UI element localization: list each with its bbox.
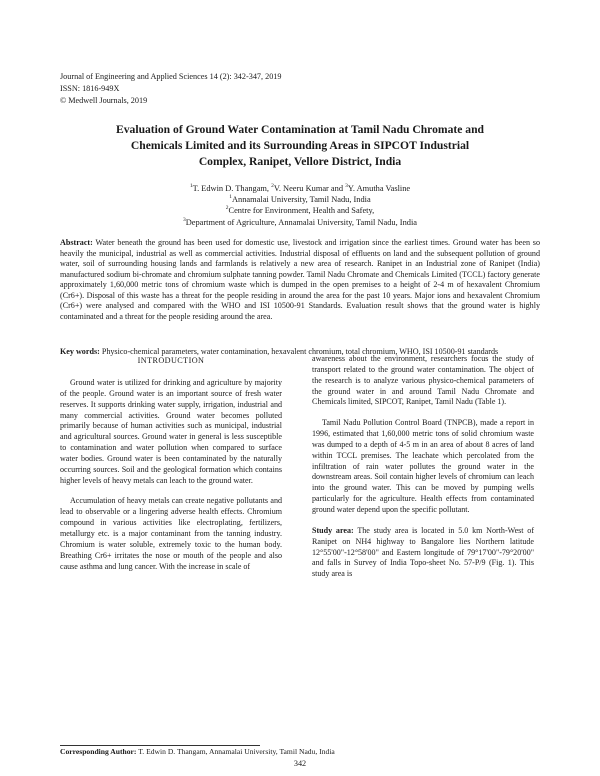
journal-issn: ISSN: 1816-949X bbox=[60, 83, 120, 93]
author-2-superscript: 2 bbox=[271, 183, 274, 190]
keywords-label: Key words: bbox=[60, 347, 100, 356]
author-1: T. Edwin D. Thangam, bbox=[192, 184, 272, 193]
keywords-text: Physico-chemical parameters, water contamination, hexavalent chromium, total chromium, WHO, ISI 10500-91 standards bbox=[101, 347, 499, 356]
affiliation-2-text: Centre for Environment, Health and Safety, bbox=[228, 206, 375, 216]
study-area-text: The study area is located in 5.0 km North-West of Ranipet on NH4 highway to Bangalore lies Northern latitude 12°55'00"-12°58'00" and Eastern longitude of 79°17'00"-79°20'00" and falls in Survey of India Topo-sheet No. 57-P/9 (Fig. 1). This study area is bbox=[312, 525, 534, 579]
corresponding-author-label: Corresponding Author: bbox=[60, 747, 137, 756]
journal-copyright: © Medwell Journals, 2019 bbox=[60, 95, 148, 105]
title-line-3: Complex, Ranipet, Vellore District, India bbox=[198, 155, 402, 168]
page-number: 342 bbox=[293, 759, 307, 768]
intro-paragraph-4: Tamil Nadu Pollution Control Board (TNPCB), made a report in 1996, estimated that 1,60,000 metric tons of solid chromium waste was dumped to a depth of 4-5 m in an area of about 8 acres of land within TCCL premises. The leachate which percolated from the infiltration of rain water pollutes the ground water in the downstream areas. Soil contain higher levels of chromium can leach into the ground water. This can be moved by pumping wells particularly for the agriculture. Health effects from contaminated ground water depend upon the specific pollutant. bbox=[312, 418, 534, 514]
corresponding-author bbox=[60, 747, 540, 757]
affiliation-2 bbox=[120, 205, 480, 216]
abstract bbox=[60, 238, 540, 322]
affiliation-1-superscript: 1 bbox=[229, 194, 232, 201]
affiliation-2-superscript: 2 bbox=[225, 205, 229, 212]
affiliation-3-text: Department of Agriculture, Annamalai University, Tamil Nadu, India bbox=[185, 217, 418, 227]
author-names bbox=[120, 183, 480, 194]
journal-header bbox=[60, 71, 380, 106]
study-area-paragraph bbox=[312, 526, 534, 580]
introduction-heading-wrap bbox=[60, 356, 282, 375]
right-column bbox=[312, 354, 534, 590]
author-2: V. Neeru Kumar and bbox=[273, 184, 346, 193]
paper-title bbox=[80, 122, 520, 170]
left-column bbox=[60, 378, 282, 582]
intro-paragraph-2: Accumulation of heavy metals can create negative pollutants and lead to observable or a lingering adverse health effects. Chromium compound in various activities like electroplating, fertilizers, metallurgy etc. is a major contaminant from the tanning industry. Chromium is water soluble, extremely toxic to the human body. Breathing Cr6+ irritates the nose or mouth of the people and also cause asthma and lung cancer. With the increase in scale of bbox=[60, 496, 282, 571]
title-line-2: Chemicals Limited and its Surrounding Areas in SIPCOT Industrial bbox=[130, 139, 470, 152]
study-area-label: Study area: bbox=[312, 525, 354, 535]
affiliation-1 bbox=[120, 194, 480, 205]
affiliation-3 bbox=[120, 217, 480, 228]
affiliation-3-superscript: 3 bbox=[182, 216, 186, 223]
author-3-superscript: 3 bbox=[345, 183, 348, 190]
footer-divider bbox=[60, 745, 260, 746]
intro-paragraph-3: awareness about the environment, researchers focus the study of transport related to the ground water contamination. The object of the research is to analyze various physico-chemical parameters of the ground water in and around Tamil Nadu Chromate and Chemicals limited, SIPCOT, Ranipet, Tamil Nadu (Table 1). bbox=[312, 354, 534, 407]
abstract-text: Water beneath the ground has been used for domestic use, livestock and irrigation since the earliest times. Ground water has been so heavily the municipal, industrial as well as commercial activities. Industrial disposal of effluents on land and the subsequent pollution of ground water, soil of surrounding housing lands and farmlands is relatively a new area of research. Ranipet in an Industrial zone of Ranipet (India) manufactured sodium bi-chromate and chromium sulphate tanning powder. Tamil Nadu Chromate and Chemicals Limited (TCCL) factory generate approximately 1,60,000 metric tons of chromium waste which is dumped in the open premises to a height of 2-4 m of hexavalent Chromium (Cr6+). Disposal of this waste has a threat for the people residing in around the area for the past 10 years. Major ions and hexavalent Chromium (Cr6+) were analysed and compared with the WHO and ISI 10500-91 Standards. Evaluation result shows that the ground water is highly contaminated and a threat for the people residing around the area. bbox=[60, 238, 540, 321]
author-block bbox=[120, 183, 480, 228]
intro-paragraph-1: Ground water is utilized for drinking and agriculture by majority of the people. Ground water is an important source of fresh water reserves. It supports drinking water supply, irrigation, industrial and many commercial activities. Ground water becomes polluted primarily because of human activities such as municipal, industrial and agricultural sources. Ground water in general is less susceptible to contamination and water pollution when compared to surface water bodies. Ground water is been contaminated by the naturally occurring sources. Soil and the geological formation which contains higher levels of heavy metals can leach to the ground water. bbox=[60, 378, 282, 485]
introduction-heading: INTRODUCTION bbox=[137, 356, 205, 365]
journal-citation: Journal of Engineering and Applied Sciences 14 (2): 342-347, 2019 bbox=[60, 72, 282, 81]
corresponding-author-text: T. Edwin D. Thangam, Annamalai University, Tamil Nadu, India bbox=[138, 747, 335, 756]
author-3: Y. Amutha Vasline bbox=[347, 184, 411, 193]
author-1-superscript: 1 bbox=[189, 183, 193, 190]
abstract-label: Abstract: bbox=[60, 238, 93, 247]
affiliation-1-text: Annamalai University, Tamil Nadu, India bbox=[232, 195, 371, 205]
title-line-1: Evaluation of Ground Water Contamination at Tamil Nadu Chromate and bbox=[116, 123, 484, 136]
